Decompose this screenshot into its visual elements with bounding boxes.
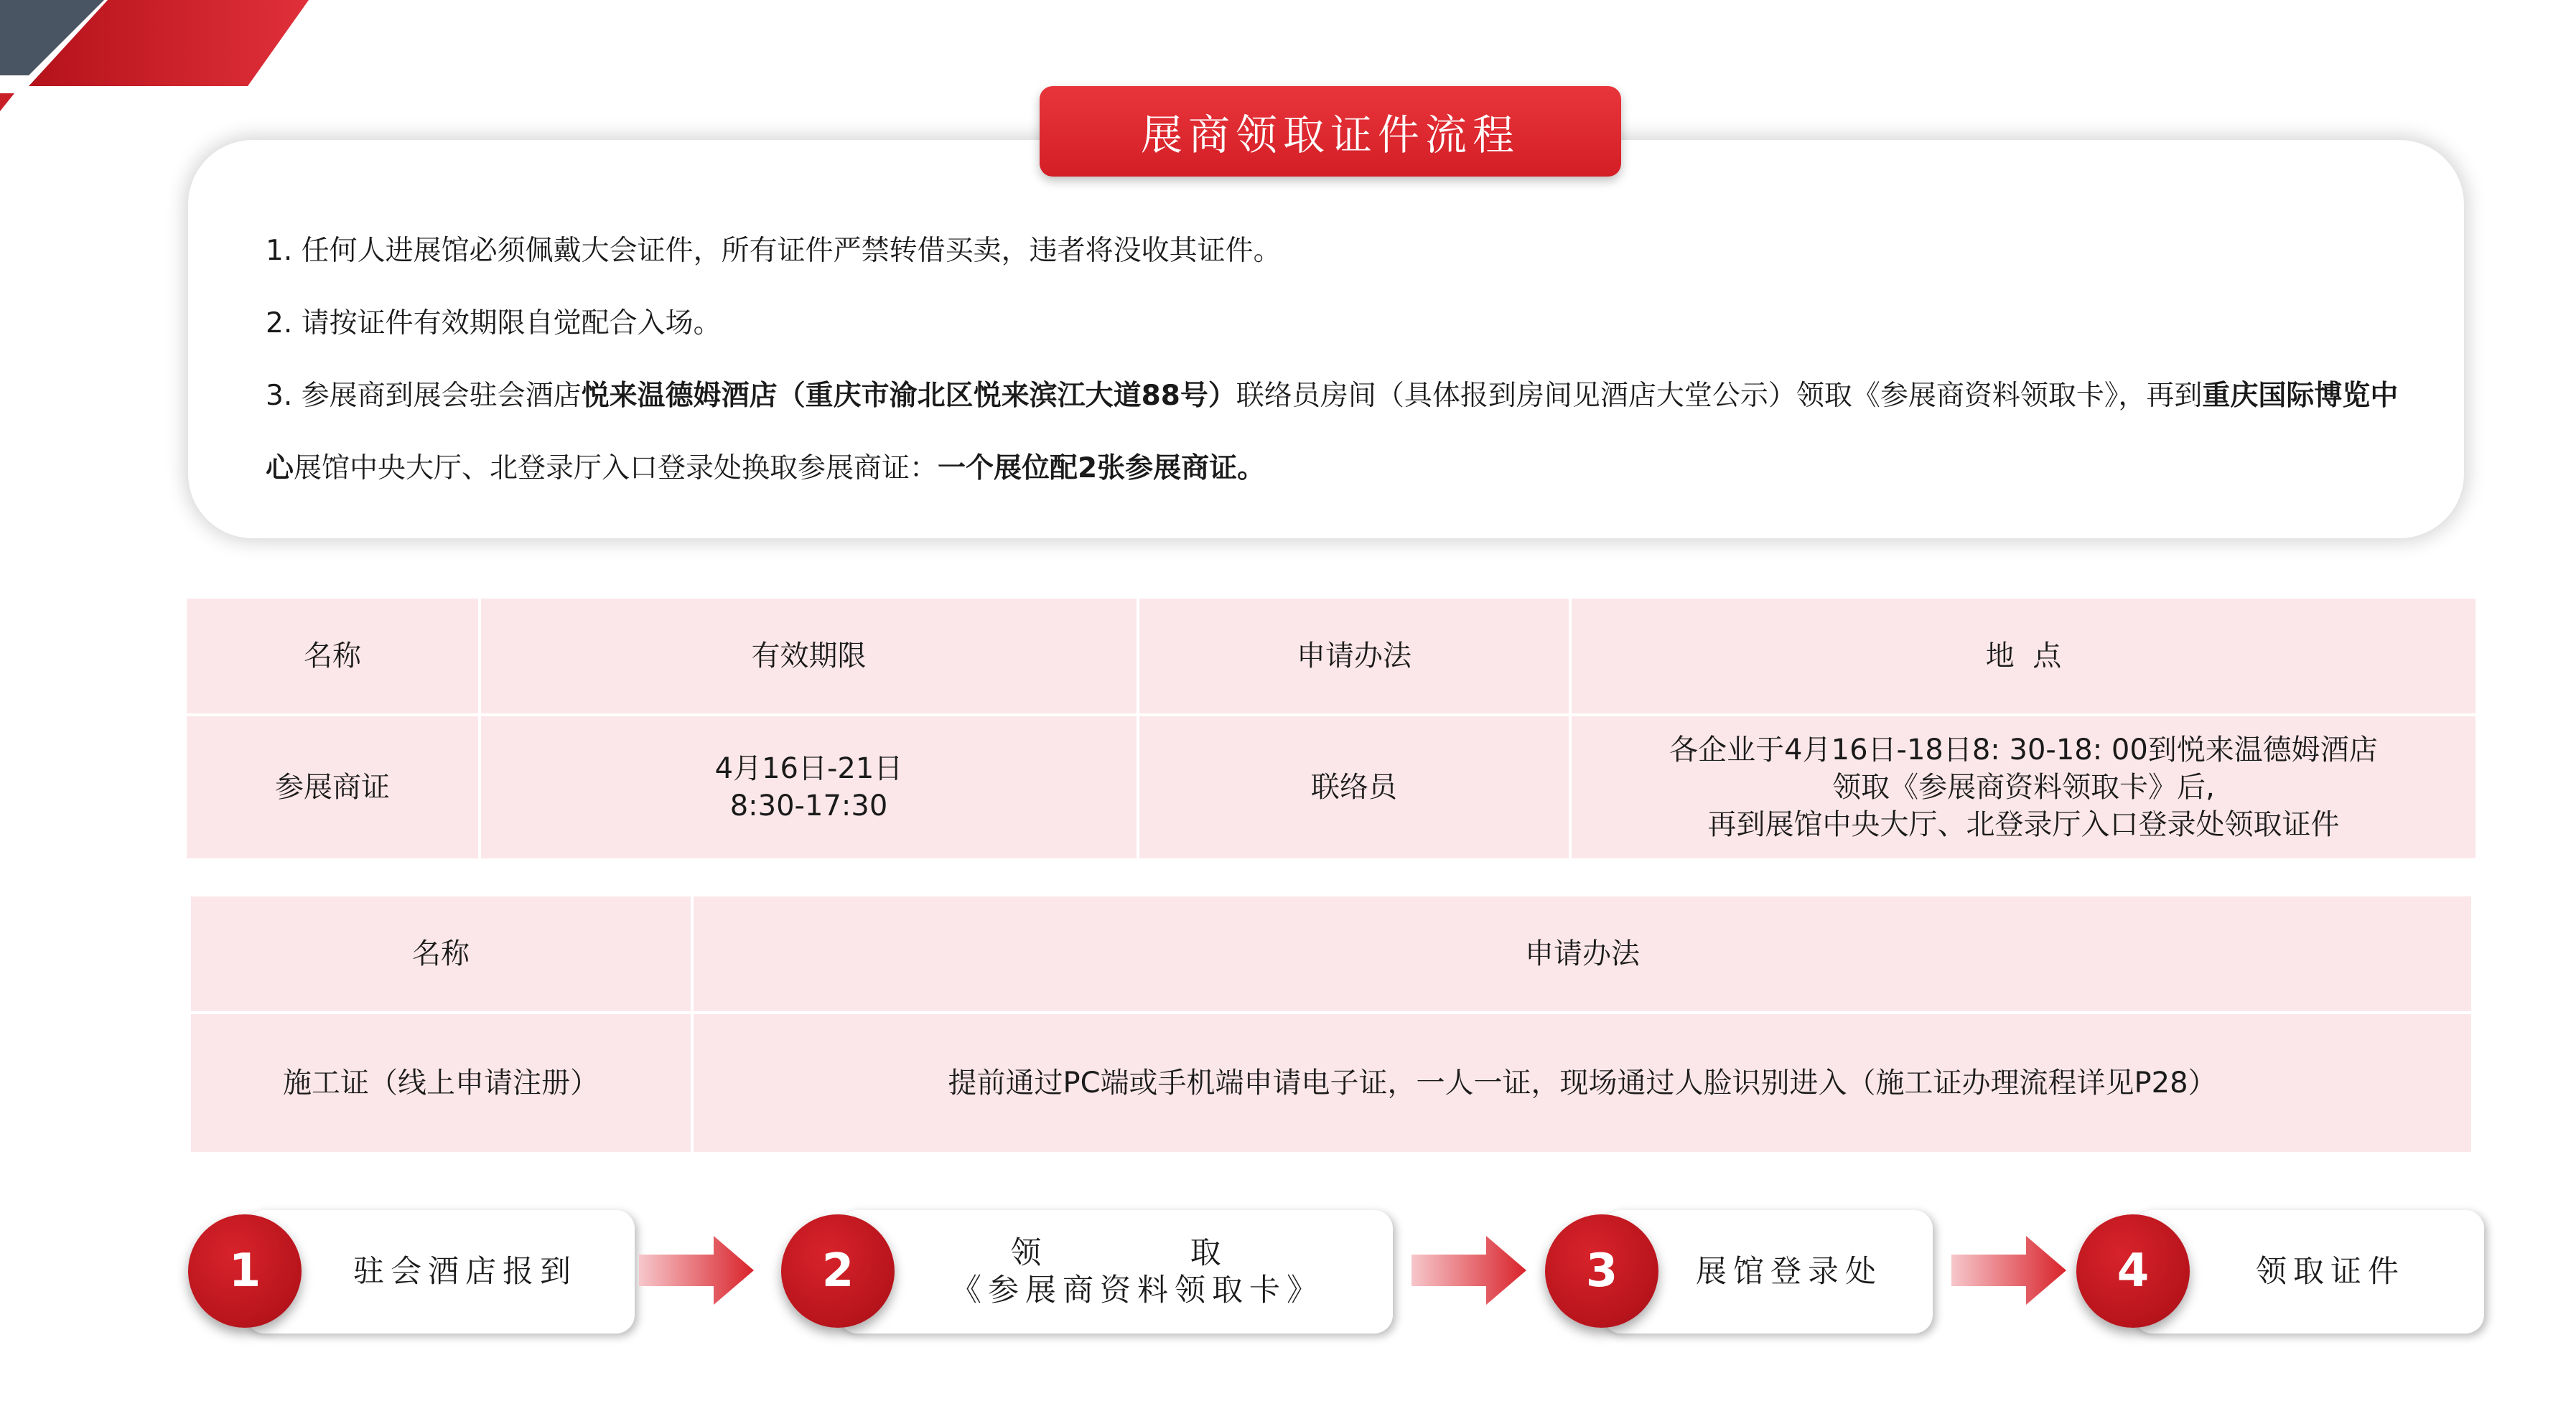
step-2-label-line-1: 领 取 (1010, 1235, 1264, 1271)
notice-line-3-part-a: 3. 参展商到展会驻会酒店 (266, 380, 582, 412)
table1-period-hours: 8:30-17:30 (729, 789, 888, 822)
table1-location-line-2: 领取《参展商资料领取卡》后, (1832, 771, 2215, 804)
notice-venue-name: 重庆国际博览中心 (266, 380, 2399, 484)
table1-location-line-3: 再到展馆中央大厅、北登录厅入口登录处领取证件 (1707, 808, 2340, 841)
arrow-right-icon (1411, 1236, 1526, 1305)
corner-decoration (0, 0, 330, 115)
step-2 (781, 1197, 1393, 1334)
notice-card (188, 140, 2464, 538)
table1-header-period: 有效期限 (480, 597, 1138, 715)
table2-cell-name: 施工证（线上申请注册） (190, 1013, 692, 1153)
table1-cell-location (1570, 715, 2477, 860)
step-3-label: 展馆登录处 (1696, 1254, 1882, 1290)
step-2-number: 2 (781, 1214, 895, 1328)
arrow-right-icon (1951, 1236, 2066, 1305)
table2-cell-method: 提前通过PC端或手机端申请电子证，一人一证，现场通过人脸识别进入（施工证办理流程详见P28） (692, 1013, 2473, 1153)
table1-location-line-1: 各企业于4月16日-18日8: 30-18: 00到悦来温德姆酒店 (1669, 734, 2378, 767)
notice-quota: 一个展位配2张参展商证。 (938, 452, 1266, 484)
step-4-label: 领取证件 (2256, 1254, 2405, 1290)
construction-pass-table (188, 894, 2474, 1155)
step-1-number: 1 (188, 1214, 302, 1328)
table1-period-dates: 4月16日-21日 (714, 752, 903, 785)
step-3-number: 3 (1545, 1214, 1658, 1328)
step-3 (1545, 1197, 1933, 1334)
page-title: 展商领取证件流程 (1040, 86, 1621, 177)
arrow-right-icon (639, 1236, 754, 1305)
table2-header-name: 名称 (190, 895, 692, 1013)
step-2-label-line-2: 《参展商资料领取卡》 (951, 1273, 1324, 1308)
exhibitor-pass-table (184, 596, 2478, 861)
notice-hotel-name: 悦来温德姆酒店（重庆市渝北区悦来滨江大道88号） (581, 380, 1236, 412)
notice-line-3-part-c: 展馆中央大厅、北登录厅入口登录处换取参展商证： (294, 452, 938, 484)
step-4-number: 4 (2076, 1214, 2190, 1328)
notice-line-1: 1. 任何人进展馆必须佩戴大会证件，所有证件严禁转借买卖，违者将没收其证件。 (266, 235, 1282, 267)
step-2-box (839, 1210, 1393, 1334)
table1-header-method: 申请办法 (1138, 597, 1570, 715)
step-1-label: 驻会酒店报到 (353, 1254, 577, 1290)
notice-line-2: 2. 请按证件有效期限自觉配合入场。 (266, 307, 722, 339)
table1-cell-period (480, 715, 1138, 860)
table1-header-name: 名称 (185, 597, 480, 715)
step-1-box (246, 1210, 635, 1334)
table1-header-location: 地 点 (1570, 597, 2477, 715)
table2-header-method: 申请办法 (692, 895, 2473, 1013)
notice-line-3-part-b: 联络员房间（具体报到房间见酒店大堂公示）领取《参展商资料领取卡》，再到 (1236, 380, 2203, 412)
step-1 (188, 1197, 635, 1334)
notice-line-3 (266, 360, 2407, 505)
table1-cell-method: 联络员 (1138, 715, 1570, 860)
step-4 (2076, 1197, 2484, 1334)
table1-cell-name: 参展商证 (185, 715, 480, 860)
